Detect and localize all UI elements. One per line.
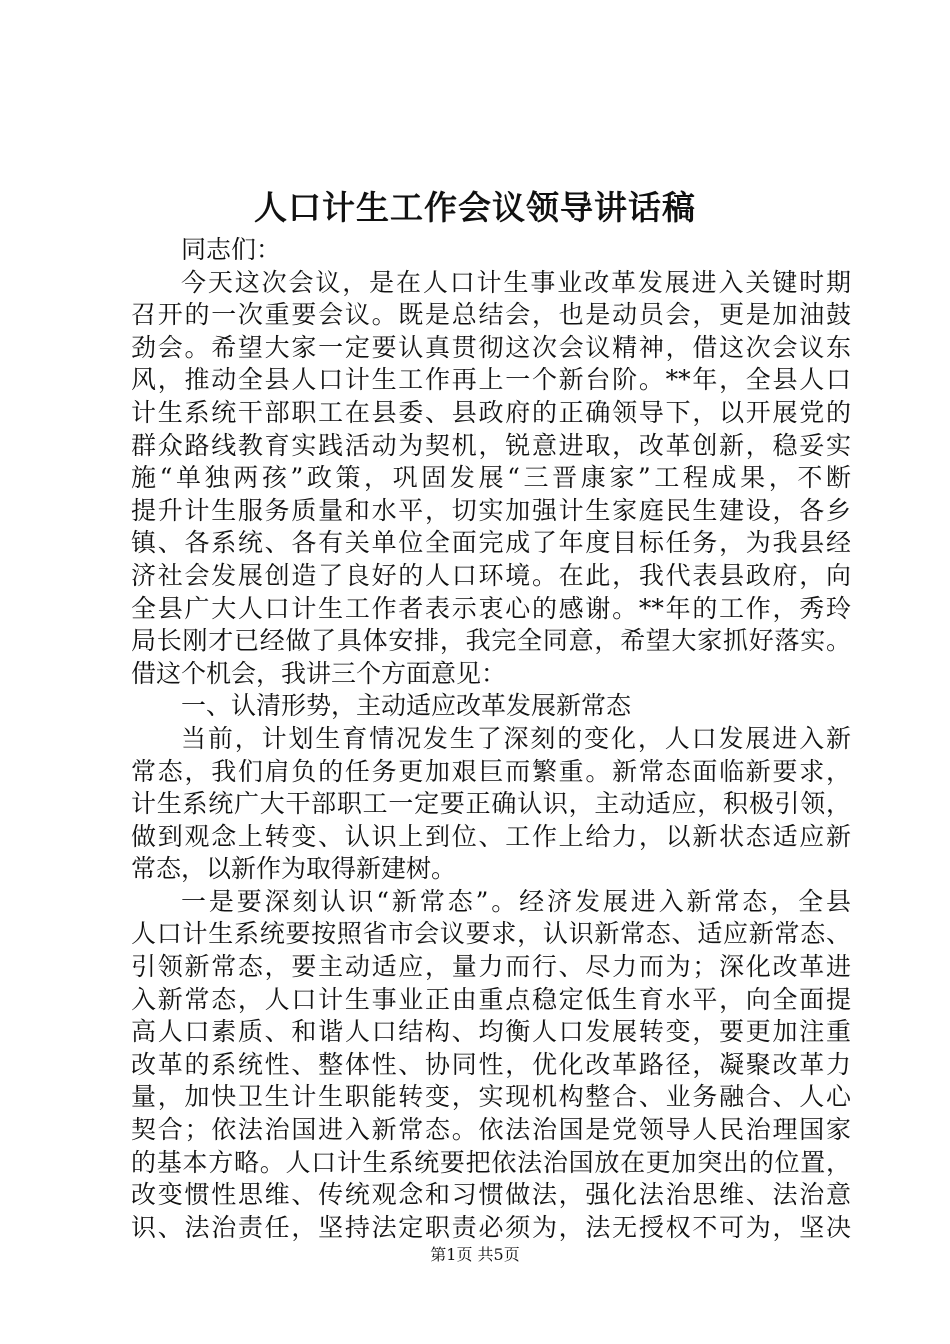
body-line: 济社会发展创造了良好的人口环境。在此，我代表县政府，向 bbox=[131, 560, 851, 590]
body-line: 借这个机会，我讲三个方面意见： bbox=[131, 658, 507, 688]
body-line: 的基本方略。人口计生系统要把依法治国放在更加突出的位置， bbox=[131, 1147, 851, 1177]
body-line: 识、法治责任，坚持法定职责必须为，法无授权不可为，坚决 bbox=[131, 1212, 851, 1242]
body-line: 提升计生服务质量和水平，切实加强计生家庭民生建设，各乡 bbox=[131, 495, 851, 525]
page-footer: 第1页 共5页 bbox=[430, 1245, 520, 1264]
body-line: 入新常态，人口计生事业正由重点稳定低生育水平，向全面提 bbox=[131, 984, 851, 1014]
body-line: 群众路线教育实践活动为契机，锐意进取，改革创新，稳妥实 bbox=[131, 430, 851, 460]
body-line: 召开的一次重要会议。既是总结会，也是动员会，更是加油鼓 bbox=[131, 300, 851, 330]
body-line: 风，推动全县人口计生工作再上一个新台阶。**年，全县人口 bbox=[131, 365, 851, 395]
body-line: 高人口素质、和谐人口结构、均衡人口发展转变，要更加注重 bbox=[131, 1017, 851, 1047]
body-line: 劲会。希望大家一定要认真贯彻这次会议精神，借这次会议东 bbox=[131, 332, 851, 362]
body-line: 今天这次会议，是在人口计生事业改革发展进入关键时期 bbox=[181, 267, 851, 297]
body-line: 人口计生系统要按照省市会议要求，认识新常态、适应新常态、 bbox=[131, 919, 851, 949]
body-line: 做到观念上转变、认识上到位、工作上给力，以新状态适应新 bbox=[131, 821, 851, 851]
body-line: 常态，以新作为取得新建树。 bbox=[131, 854, 457, 884]
body-line: 量，加快卫生计生职能转变，实现机构整合、业务融合、人心 bbox=[131, 1082, 851, 1112]
document-title: 人口计生工作会议领导讲话稿 bbox=[254, 188, 696, 227]
body-line: 全县广大人口计生工作者表示衷心的感谢。**年的工作，秀玲 bbox=[131, 593, 851, 623]
body-line: 镇、各系统、各有关单位全面完成了年度目标任务，为我县经 bbox=[131, 528, 851, 558]
body-line: 常态，我们肩负的任务更加艰巨而繁重。新常态面临新要求， bbox=[131, 756, 851, 786]
body-line: 一是要深刻认识“新常态”。经济发展进入新常态，全县 bbox=[181, 886, 851, 916]
body-line: 改变惯性思维、传统观念和习惯做法，强化法治思维、法治意 bbox=[131, 1180, 851, 1210]
document-body bbox=[131, 234, 851, 1244]
body-line: 计生系统干部职工在县委、县政府的正确领导下，以开展党的 bbox=[131, 397, 851, 427]
body-line: 引领新常态，要主动适应，量力而行、尽力而为；深化改革进 bbox=[131, 952, 851, 982]
body-line: 施“单独两孩”政策，巩固发展“三晋康家”工程成果，不断 bbox=[131, 463, 851, 493]
body-line: 改革的系统性、整体性、协同性，优化改革路径，凝聚改革力 bbox=[131, 1049, 851, 1079]
body-line: 契合；依法治国进入新常态。依法治国是党领导人民治理国家 bbox=[131, 1115, 851, 1145]
body-line: 计生系统广大干部职工一定要正确认识，主动适应，积极引领， bbox=[131, 789, 851, 819]
body-line: 一、认清形势，主动适应改革发展新常态 bbox=[181, 691, 632, 721]
body-line: 当前，计划生育情况发生了深刻的变化，人口发展进入新 bbox=[181, 723, 851, 753]
body-line: 局长刚才已经做了具体安排，我完全同意，希望大家抓好落实。 bbox=[131, 626, 851, 656]
body-line: 同志们： bbox=[181, 235, 282, 264]
